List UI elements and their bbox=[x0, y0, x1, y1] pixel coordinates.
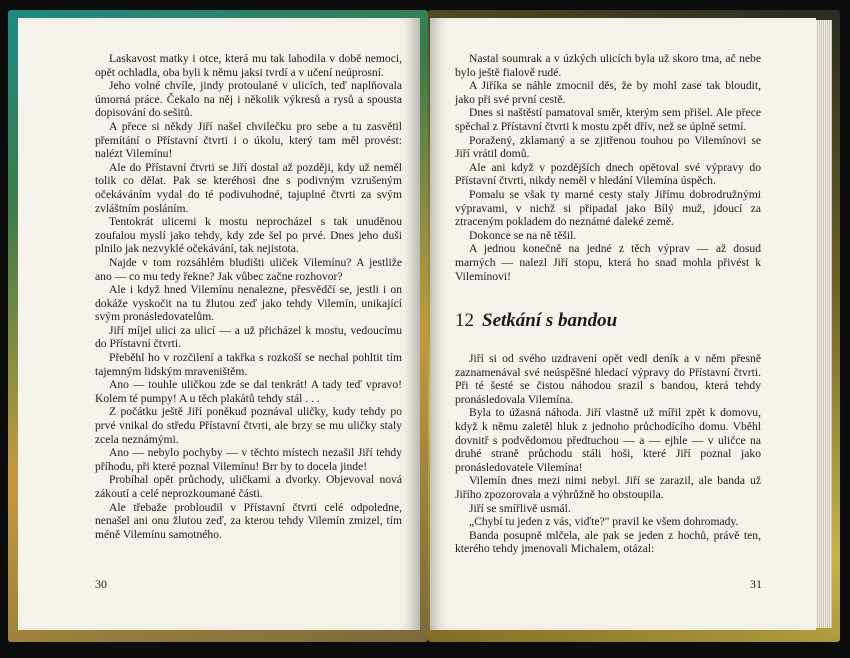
paragraph: Dokonce se na ně těšil. bbox=[469, 228, 577, 242]
paragraph: Jiří si od svého uzdravení opět vedl deník a v něm přesně zaznamenával své neúspěšné hledací výpravy do Přístavní čtvrti. Při té šesté se čistou náhodou srazil s bandou, která tehdy pronásledovala Vilemína. bbox=[455, 352, 761, 406]
right-page-text-bottom bbox=[455, 352, 761, 556]
paragraph: Jiří se smířlivě usmál. bbox=[469, 501, 571, 515]
paragraph: Byla to úžasná náhoda. Jiří vlastně už mířil zpět k domovu, když k němu zaletěl hluk z jednoho průchodícího domu. Vběhl dovnitř s podvědomou předtuchou — a — ejhle — v uličce na druhé straně průchodu stáli hoši, které Jiří poznal jako pronásledovatele Vilemína! bbox=[455, 406, 761, 474]
page-number: 31 bbox=[750, 577, 762, 591]
paragraph: Pomalu se však ty marné cesty staly Jiřímu dobrodružnými výpravami, v nichž si připadal jako Bílý muž, jdoucí za ztraceným pokladem do neznámé daleké země. bbox=[455, 187, 761, 229]
paragraph: Banda posupně mlčela, ale pak se jeden z hochů, právě ten, kterého tehdy jmenovali Michalem, otázal: bbox=[455, 528, 761, 556]
page-edges bbox=[816, 20, 832, 628]
paragraph: Ale třebaže probloudil v Přístavní čtvrti celé odpoledne, nenašel ani onu žlutou zeď, za kterou tehdy Vilemín zmizel, tím méně Vilemínu samotného. bbox=[95, 500, 402, 541]
paragraph: Z počátku ještě Jiří poněkud poznával uličky, kudy tehdy po prvé vnikal do středu Přístavní čtvrti, ale brzy se mu uličky staly zcela neznámými. bbox=[95, 405, 402, 446]
right-page-text-top bbox=[455, 52, 761, 283]
paragraph: Ano — touhle uličkou zde se dal tenkrát! A tady teď vpravo! Kolem té pumpy! A u těch plakátů tehdy stál . . . bbox=[95, 378, 402, 405]
paragraph: Nastal soumrak a v úzkých ulicích byla už skoro tma, ač nebe bylo ještě fialově rudé. bbox=[455, 52, 761, 79]
left-page bbox=[18, 18, 420, 630]
paragraph: Vilemín dnes mezi nimi nebyl. Jiří se zarazil, ale banda už Jiřího zpozorovala a výhrůžně ho obstoupila. bbox=[455, 474, 761, 501]
paragraph: Poražený, zklamaný a se zjitřenou touhou po Vilemínovi se Jiří vrátil domů. bbox=[455, 133, 761, 161]
paragraph: Probíhal opět průchody, uličkami a dvorky. Objevoval nová zákoutí a celé neprozkoumané části. bbox=[95, 473, 402, 500]
paragraph: Jiří míjel ulici za ulicí — a už přicházel k mostu, vedoucímu do Přístavní čtvrti. bbox=[95, 323, 402, 351]
paragraph: Ale ani když v pozdějších dnech opětoval své výpravy do Přístavní čtvrti, nikdy neměl v hledání Vilemína úspěch. bbox=[455, 160, 761, 188]
paragraph: A Jiříka se náhle zmocnil děs, že by mohl zase tak bloudit, jako při své první cestě. bbox=[455, 79, 761, 106]
paragraph: Najde v tom rozsáhlém bludišti uliček Vilemínu? A jestliže ano — co mu tedy řekne? Jak vůbec začne rozhovor? bbox=[95, 255, 402, 283]
paragraph: Ale do Přístavní čtvrti se Jiří dostal až později, kdy už neměl tolik co dělat. Pak se kteréhosi dne s podivným vzrušeným očekáváním vydal do té podivuhodné, tajuplné čtvrti za svým zvláštním posláním. bbox=[95, 160, 402, 215]
right-page bbox=[430, 18, 816, 630]
paragraph: A jednou konečně na jedné z těch výprav — až dosud marných — nalezl Jiří stopu, která ho snad mohla přivést k Vilemínovi! bbox=[455, 242, 761, 283]
paragraph: Laskavost matky i otce, která mu tak lahodila v době nemoci, opět ochladla, oba byli k němu jaksi tvrdí a v učení neúprosní. bbox=[95, 52, 402, 79]
paragraph: A přece si někdy Jiří našel chvilečku pro sebe a tu zasvětil přemítání o Přístavní čtvrti i o úkolu, který tam měl provést: nalézt Vilemínu! bbox=[95, 119, 402, 161]
paragraph: Ano — nebylo pochyby — v těchto místech nezašil Jiří tehdy příhodu, při které poznal Vilemínu! Brr by to docela jinde! bbox=[95, 446, 402, 473]
paragraph: Jeho volné chvíle, jindy protoulané v ulicích, teď naplňovala úmorná práce. Čekalo na něj i několik výkresů a rysů a spousta dopisování do sešitů. bbox=[95, 79, 402, 120]
paragraph: Ale i když hned Vilemínu nenalezne, přesvědčí se, jestli i on dokáže vyskočit na tu žlutou zeď jako tehdy Vilemín, unikající svým pronásledovatelům. bbox=[95, 283, 402, 324]
left-page-text bbox=[95, 52, 402, 541]
page-number: 30 bbox=[95, 577, 107, 591]
paragraph: Dnes si naštěstí pamatoval směr, kterým sem přišel. Ale přece spěchal z Přístavní čtvrti k mostu zpět dřív, než se úplně setmí. bbox=[455, 106, 761, 133]
paragraph: Tentokrát ulicemi k mostu neprocházel s tak unuděnou zoufalou myslí jako tehdy, kdy zde šel po prvé. Dnes jeho duši plnilo jak nezvyklé očekávání, tak nejistota. bbox=[95, 215, 402, 256]
chapter-title: Setkání s bandou bbox=[482, 310, 618, 331]
chapter-number: 12 bbox=[455, 310, 474, 331]
paragraph: Přeběhl ho v rozčilení a takřka s rozkoší se nechal pohltit tím tajemným lidským mraveništěm. bbox=[95, 351, 402, 378]
chapter-heading bbox=[455, 310, 755, 332]
paragraph: „Chybí tu jeden z vás, viďte?" pravil ke všem dohromady. bbox=[469, 515, 739, 529]
